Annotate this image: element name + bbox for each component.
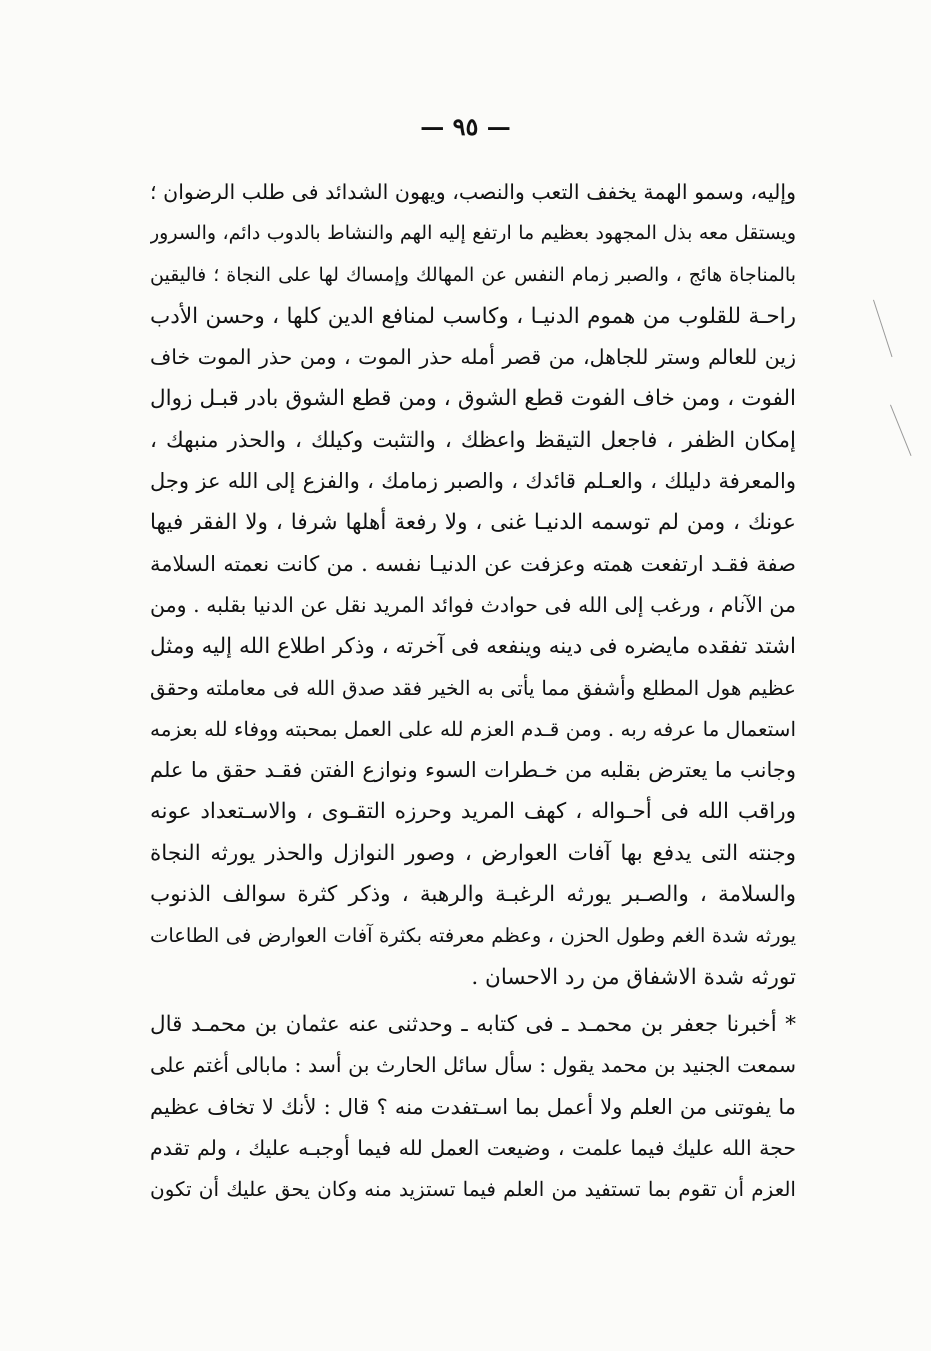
paragraph-1 [150,172,796,998]
text-line: بالمناجاة هائج ، والصبر زمام النفس عن المهالك وإمساك لها على النجاة ؛ فاليقين [150,263,796,286]
text-line: والسلامة ، والصـبر يورثه الرغبـة والرهبة ، وذكر كثرة سوالف الذنوب [150,882,796,908]
text-line: اشتد تفقده مايضره فى دينه وينفعه فى آخرته ، وذكر اطلاع الله إليه ومثل [150,634,796,660]
text-line: وجانب ما يعترض بقلبه من خـطرات السوء ونوازع الفتن فقـد حقق ما علم [150,758,796,783]
margin-pencil-mark [873,300,892,357]
text-line: وجنته التى يدفع بها آفات العوارض ، وصور النوازل والحذر يورثه النجاة [150,840,796,866]
text-line: زين للعالم وستر للجاهل، من قصر أمله حذر الموت ، ومن حذر الموت خاف [150,345,796,370]
text-line: صفة فقـد ارتفعت همته وعزفت عن الدنيـا نفسه . من كانت نعمته السلامة [150,551,796,576]
text-line: يورثه شدة الغم وطول الحزن ، وعظم معرفته بكثرة آفات العوارض فى الطاعات [150,924,796,948]
text-line: عونك ، ومن لم توسمه الدنيـا غنى ، ولا رفعة أهلها شرفا ، ولا الفقر فيها [150,510,796,536]
text-line: استعمال ما عرفه ربه . ومن قـدم العزم لله على العمل بمحبته ووفاء لله بعزمه [150,716,796,741]
paragraph-2 [150,1004,796,1210]
text-line: وإليه، وسمو الهمة يخفف التعب والنصب، ويهون الشدائد فى طلب الرضوان ؛ [150,180,796,204]
margin-pencil-mark [890,405,912,456]
text-line: سمعت الجنيد بن محمد يقول : سأل سائل الحارث بن أسد : مابالى أغتم على [150,1053,796,1078]
text-line: الفوت ، ومن خاف الفوت قطع الشوق ، ومن قطع الشوق بادر قبـل زوال [150,386,796,412]
page-number: — ٩٥ — [420,112,511,141]
text-line: تورثه شدة الاشفاق من رد الاحسان . [471,964,796,990]
text-line: إمكان الظفر ، فاجعل التيقظ واعظك ، والتثبت وكيلك ، والحذر منبهك ، [150,427,796,453]
text-line: عظيم هول المطلع وأشفق مما يأتى به الخير فقد صدق الله فى معاملته وحقق [150,675,796,700]
text-line: راحـة للقلوب من هموم الدنيـا ، وكاسب لمنافع الدين كلها ، وحسن الأدب [150,303,796,329]
text-line: العزم أن تقوم بما تستفيد من العلم فيما تستزيد منه وكان يحق عليك أن تكون [150,1177,796,1202]
text-line: ما يفوتنى من العلم ولا أعمل بما اسـتفدت منه ؟ قال : لأنك لا تخاف عظيم [150,1094,796,1119]
text-line: ويستقل معه بذل المجهود بعظيم ما ارتفع إليه الهم والنشاط بالدوب دائم، والسرور [150,222,796,245]
text-line: * أخبرنا جعفر بن محمـد ـ فى كتابه ـ وحدثنى عنه عثمان بن محمـد قال [150,1011,796,1037]
text-line: حجة الله عليك فيما علمت ، وضيعت العمل لله فيما أوجبـه عليك ، ولم تقدم [150,1135,796,1160]
text-line: والمعرفة دليلك ، والعـلم قائدك ، والصبر زمامك ، والفزع إلى الله عز وجل [150,469,796,494]
text-line: وراقب الله فى أحـواله ، كهف المريد وحرزه التقـوى ، والاسـتعداد عونه [150,799,796,825]
text-line: من الآنام ، ورغب إلى الله فى حوادث فوائد المريد نقل عن الدنيا بقلبه . ومن [150,592,796,617]
body-text [150,172,796,1210]
